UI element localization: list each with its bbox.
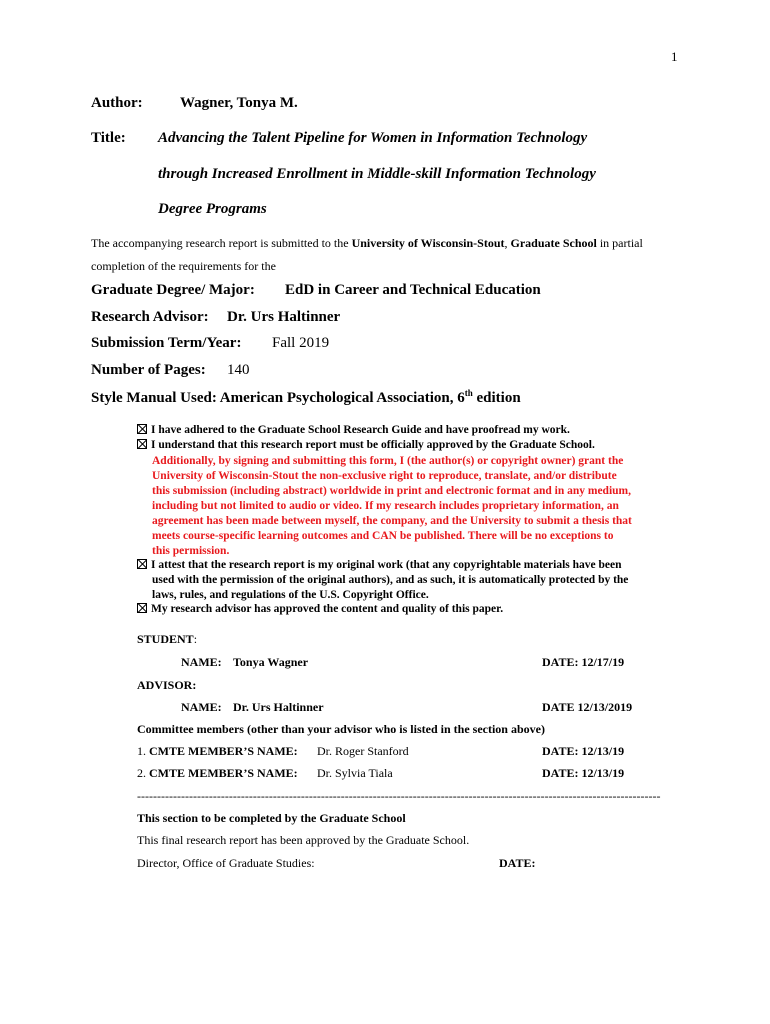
permission-line: University of Wisconsin-Stout the non-exclusive right to reproduce, translate, and/or distribute bbox=[152, 470, 617, 482]
title-label: Title: bbox=[91, 130, 126, 146]
student-date: DATE: 12/17/19 bbox=[542, 655, 625, 669]
check-item-4 bbox=[137, 603, 503, 615]
degree-label: Graduate Degree/ Major: bbox=[91, 282, 255, 298]
student-name: Tonya Wagner bbox=[233, 655, 309, 669]
member-label: CMTE MEMBER’S NAME: bbox=[149, 744, 298, 758]
committee-member-2-name: Dr. Sylvia Tiala bbox=[317, 766, 393, 780]
degree-value: EdD in Career and Technical Education bbox=[285, 282, 541, 298]
student-heading-colon: : bbox=[193, 632, 198, 646]
intro-comma: , bbox=[504, 236, 511, 250]
advisor-name-label: NAME: bbox=[181, 700, 222, 714]
intro-university: University of Wisconsin-Stout bbox=[351, 236, 505, 250]
intro-line-2: completion of the requirements for the bbox=[91, 259, 276, 273]
permission-line: Additionally, by signing and submitting this form, I (the author(s) or copyright owner) grant the bbox=[152, 455, 624, 467]
checked-box-icon[interactable] bbox=[137, 559, 147, 569]
intro-line-1 bbox=[91, 236, 643, 251]
permission-line: this permission. bbox=[152, 545, 230, 557]
check-item-3-line: used with the permission of the original authors), and as such, it is automatically protected by the bbox=[152, 574, 629, 586]
title-line-3: Degree Programs bbox=[158, 201, 267, 217]
checked-box-icon[interactable] bbox=[137, 424, 147, 434]
title-line-1: Advancing the Talent Pipeline for Women in Information Technology bbox=[158, 130, 588, 146]
grad-heading: This section to be completed by the Graduate School bbox=[137, 811, 406, 825]
advisor-heading: ADVISOR: bbox=[137, 678, 197, 692]
title-line-2: through Increased Enrollment in Middle-skill Information Technology bbox=[158, 166, 596, 182]
checked-box-icon[interactable] bbox=[137, 439, 147, 449]
committee-member-2-date: DATE: 12/13/19 bbox=[542, 766, 625, 780]
pages-label: Number of Pages: bbox=[91, 362, 206, 378]
section-divider: ----------------------------------------------------------------------------------------------------------------------------------- bbox=[137, 789, 661, 803]
committee-member-1 bbox=[137, 744, 298, 759]
check-item-4-text: My research advisor has approved the content and quality of this paper. bbox=[151, 603, 504, 615]
style-manual-tail: edition bbox=[472, 390, 521, 406]
check-item-1-text: I have adhered to the Graduate School Research Guide and have proofread my work. bbox=[151, 424, 570, 436]
check-item-1 bbox=[137, 424, 570, 436]
grad-approved: This final research report has been approved by the Graduate School. bbox=[137, 833, 470, 847]
check-item-2-text: I understand that this research report must be officially approved by the Graduate School. bbox=[151, 439, 595, 451]
term-label: Submission Term/Year: bbox=[91, 335, 242, 351]
intro-text: The accompanying research report is submitted to the bbox=[91, 236, 352, 250]
permission-line: agreement has been made between myself, the company, and the University to submit a thesis that bbox=[152, 515, 632, 527]
author-value: Wagner, Tonya M. bbox=[180, 95, 298, 111]
student-heading bbox=[137, 632, 197, 647]
intro-text-2: in partial bbox=[596, 236, 643, 250]
style-manual-sup: th bbox=[464, 388, 473, 398]
permission-line: meets course-specific learning outcomes and CAN be published. There will be no exceptions to bbox=[152, 530, 614, 542]
permission-line: including but not limited to audio or video. If my research includes proprietary information, an bbox=[152, 500, 619, 512]
checked-box-icon[interactable] bbox=[137, 603, 147, 613]
permission-line: this submission (including abstract) worldwide in print and electronic format and in any medium, bbox=[152, 485, 632, 497]
advisor-label: Research Advisor: bbox=[91, 309, 209, 325]
check-item-2 bbox=[137, 439, 595, 451]
advisor-date: DATE 12/13/2019 bbox=[542, 700, 633, 714]
committee-member-1-name: Dr. Roger Stanford bbox=[317, 744, 409, 758]
advisor-value: Dr. Urs Haltinner bbox=[227, 309, 341, 325]
grad-director: Director, Office of Graduate Studies: bbox=[137, 856, 315, 870]
student-name-label: NAME: bbox=[181, 655, 222, 669]
student-heading-text: STUDENT bbox=[137, 632, 194, 646]
advisor-name: Dr. Urs Haltinner bbox=[233, 700, 324, 714]
committee-member-2 bbox=[137, 766, 298, 781]
member-label: CMTE MEMBER’S NAME: bbox=[149, 766, 298, 780]
pages-value: 140 bbox=[227, 362, 250, 378]
member-number: 1. bbox=[137, 744, 149, 758]
member-number: 2. bbox=[137, 766, 149, 780]
intro-school: Graduate School bbox=[510, 236, 597, 250]
check-item-3-line: I attest that the research report is my original work (that any copyrightable materials have been bbox=[151, 559, 622, 571]
check-item-3 bbox=[137, 558, 628, 603]
grad-date: DATE: bbox=[499, 856, 536, 870]
page-number: 1 bbox=[671, 49, 678, 64]
committee-member-1-date: DATE: 12/13/19 bbox=[542, 744, 625, 758]
committee-heading: Committee members (other than your advisor who is listed in the section above) bbox=[137, 722, 545, 736]
term-value: Fall 2019 bbox=[272, 335, 330, 351]
style-manual bbox=[91, 388, 521, 407]
check-item-3-line: laws, rules, and regulations of the U.S. Copyright Office. bbox=[152, 589, 429, 601]
permission-text bbox=[152, 454, 632, 559]
style-manual-text: Style Manual Used: American Psychological Association, 6 bbox=[91, 390, 465, 406]
author-label: Author: bbox=[91, 95, 143, 111]
